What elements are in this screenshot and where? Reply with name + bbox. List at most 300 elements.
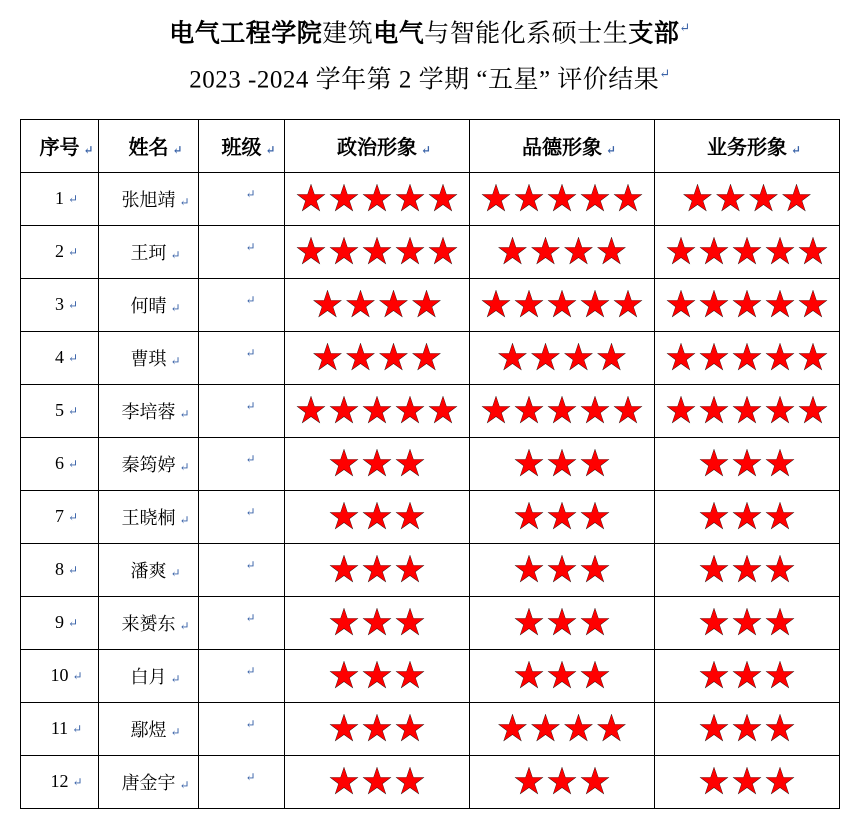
star-icon: [765, 555, 795, 585]
cell-serial-number: [21, 702, 99, 755]
star-icon: [379, 343, 409, 373]
cell-student-name: [99, 702, 199, 755]
table-row: [21, 543, 840, 596]
star-rating: [470, 650, 654, 702]
cell-professional-image: [655, 490, 840, 543]
star-icon: [498, 343, 528, 373]
star-icon: [699, 661, 729, 691]
paragraph-mark-icon: ↵: [83, 143, 94, 158]
cell-class: [199, 490, 285, 543]
cell-student-name: [99, 278, 199, 331]
star-icon: [395, 555, 425, 585]
paragraph-mark-icon: ↵: [67, 510, 78, 525]
table-row: [21, 755, 840, 808]
cell-morality-image: [470, 649, 655, 702]
cell-professional-image: [655, 596, 840, 649]
paragraph-mark-icon: ↵: [179, 512, 190, 527]
cell-professional-image: [655, 384, 840, 437]
star-icon: [666, 396, 696, 426]
table-row: [21, 225, 840, 278]
star-icon: [362, 502, 392, 532]
paragraph-mark-icon: ↵: [245, 452, 256, 467]
table-header-label: 姓名 ↵: [128, 137, 183, 160]
star-icon: [547, 449, 577, 479]
cell-morality-image: [470, 384, 655, 437]
star-icon: [580, 449, 610, 479]
star-icon: [699, 396, 729, 426]
star-icon: [699, 555, 729, 585]
cell-serial-number: [21, 755, 99, 808]
cell-student-name: [99, 172, 199, 225]
star-icon: [564, 714, 594, 744]
star-icon: [395, 661, 425, 691]
star-icon: [395, 184, 425, 214]
table-header-row: [21, 119, 840, 172]
star-icon: [666, 343, 696, 373]
cell-serial-number: [21, 649, 99, 702]
star-icon: [329, 767, 359, 797]
cell-class: [199, 331, 285, 384]
cell-student-name: [99, 490, 199, 543]
star-rating: [655, 597, 839, 649]
star-rating: [655, 173, 839, 225]
star-icon: [481, 396, 511, 426]
star-icon: [428, 184, 458, 214]
star-icon: [547, 396, 577, 426]
star-rating: [655, 438, 839, 490]
cell-morality-image: [470, 490, 655, 543]
paragraph-mark-icon: ↵: [679, 20, 691, 35]
star-icon: [732, 237, 762, 267]
cell-serial-number-text: 1 ↵: [55, 188, 78, 209]
paragraph-mark-icon: ↵: [67, 457, 78, 472]
cell-class: [199, 225, 285, 278]
cell-political-image: [285, 225, 470, 278]
star-icon: [412, 290, 442, 320]
cell-serial-number: [21, 543, 99, 596]
cell-student-name: [99, 596, 199, 649]
star-icon: [362, 449, 392, 479]
star-icon: [362, 714, 392, 744]
cell-student-name-text: 来赟东 ↵: [121, 613, 190, 634]
star-rating: [470, 279, 654, 331]
cell-serial-number-text: 3 ↵: [55, 294, 78, 315]
star-icon: [699, 767, 729, 797]
star-icon: [395, 502, 425, 532]
document-title-line-1-text: [169, 20, 679, 47]
star-rating: [470, 226, 654, 278]
cell-student-name: [99, 437, 199, 490]
star-icon: [412, 343, 442, 373]
star-icon: [765, 502, 795, 532]
paragraph-mark-icon: ↵: [245, 187, 256, 202]
paragraph-mark-icon: ↵: [172, 143, 183, 158]
paragraph-mark-icon: ↵: [245, 770, 256, 785]
star-rating: [655, 703, 839, 755]
cell-student-name: [99, 225, 199, 278]
star-rating: [655, 544, 839, 596]
table-header-cell: [199, 119, 285, 172]
table-header-cell: [655, 119, 840, 172]
cell-political-image: [285, 490, 470, 543]
star-icon: [765, 661, 795, 691]
star-icon: [514, 396, 544, 426]
cell-serial-number: [21, 278, 99, 331]
star-icon: [395, 237, 425, 267]
star-icon: [732, 661, 762, 691]
star-icon: [481, 290, 511, 320]
cell-class: [199, 172, 285, 225]
cell-political-image: [285, 649, 470, 702]
star-rating: [285, 173, 469, 225]
cell-morality-image: [470, 331, 655, 384]
star-icon: [580, 555, 610, 585]
star-icon: [428, 396, 458, 426]
star-icon: [498, 237, 528, 267]
cell-morality-image: [470, 543, 655, 596]
star-icon: [362, 767, 392, 797]
star-icon: [514, 502, 544, 532]
star-icon: [699, 608, 729, 638]
star-icon: [547, 502, 577, 532]
cell-political-image: [285, 437, 470, 490]
star-icon: [749, 184, 779, 214]
cell-political-image: [285, 596, 470, 649]
table-header-cell: [470, 119, 655, 172]
paragraph-mark-icon: ↵: [245, 717, 256, 732]
star-icon: [732, 555, 762, 585]
cell-professional-image: [655, 331, 840, 384]
star-icon: [580, 767, 610, 797]
star-icon: [765, 608, 795, 638]
star-icon: [514, 661, 544, 691]
table-row: [21, 172, 840, 225]
table-row: [21, 331, 840, 384]
cell-student-name: [99, 755, 199, 808]
cell-student-name: [99, 331, 199, 384]
star-icon: [296, 396, 326, 426]
cell-serial-number: [21, 225, 99, 278]
star-icon: [395, 608, 425, 638]
star-icon: [666, 290, 696, 320]
cell-student-name-text: 潘爽 ↵: [130, 560, 181, 581]
cell-political-image: [285, 384, 470, 437]
cell-student-name: [99, 384, 199, 437]
star-rating: [470, 544, 654, 596]
cell-professional-image: [655, 225, 840, 278]
star-icon: [597, 714, 627, 744]
star-rating: [655, 491, 839, 543]
star-icon: [362, 184, 392, 214]
cell-class: [199, 437, 285, 490]
table-header: [21, 119, 840, 172]
star-rating: [285, 756, 469, 808]
star-rating: [470, 703, 654, 755]
paragraph-mark-icon: ↵: [67, 192, 78, 207]
cell-professional-image: [655, 437, 840, 490]
cell-morality-image: [470, 437, 655, 490]
star-icon: [428, 237, 458, 267]
cell-student-name-text: 王晓桐 ↵: [121, 507, 190, 528]
paragraph-mark-icon: ↵: [72, 775, 83, 790]
star-icon: [329, 661, 359, 691]
star-icon: [732, 767, 762, 797]
paragraph-mark-icon: ↵: [170, 300, 181, 315]
star-icon: [580, 502, 610, 532]
star-icon: [547, 608, 577, 638]
paragraph-mark-icon: ↵: [179, 618, 190, 633]
cell-professional-image: [655, 649, 840, 702]
star-rating: [285, 597, 469, 649]
star-icon: [514, 449, 544, 479]
star-icon: [597, 237, 627, 267]
paragraph-mark-icon: ↵: [659, 66, 671, 82]
star-rating: [655, 279, 839, 331]
star-icon: [765, 343, 795, 373]
star-icon: [564, 237, 594, 267]
star-icon: [362, 237, 392, 267]
cell-class: [199, 543, 285, 596]
title-segment: 电气: [373, 20, 425, 48]
star-icon: [699, 714, 729, 744]
star-rating: [285, 491, 469, 543]
star-icon: [395, 449, 425, 479]
paragraph-mark-icon: ↵: [245, 399, 256, 414]
paragraph-mark-icon: ↵: [67, 616, 78, 631]
star-icon: [531, 343, 561, 373]
star-icon: [329, 555, 359, 585]
star-icon: [395, 714, 425, 744]
star-icon: [613, 396, 643, 426]
title-segment: 建筑: [322, 20, 374, 48]
star-icon: [564, 343, 594, 373]
star-icon: [362, 555, 392, 585]
cell-morality-image: [470, 702, 655, 755]
cell-serial-number-text: 2 ↵: [55, 241, 78, 262]
cell-professional-image: [655, 543, 840, 596]
star-icon: [346, 290, 376, 320]
star-icon: [547, 555, 577, 585]
star-icon: [329, 608, 359, 638]
paragraph-mark-icon: ↵: [170, 247, 181, 262]
star-icon: [379, 290, 409, 320]
star-icon: [765, 767, 795, 797]
star-icon: [732, 714, 762, 744]
star-icon: [699, 290, 729, 320]
star-icon: [732, 449, 762, 479]
table-row: [21, 649, 840, 702]
paragraph-mark-icon: ↵: [67, 245, 78, 260]
star-rating: [470, 173, 654, 225]
cell-student-name-text: 曹琪 ↵: [130, 348, 181, 369]
cell-serial-number-text: 7 ↵: [55, 506, 78, 527]
star-icon: [346, 343, 376, 373]
star-icon: [597, 343, 627, 373]
star-icon: [765, 396, 795, 426]
table-header-label: 政治形象 ↵: [337, 137, 431, 160]
star-icon: [613, 184, 643, 214]
star-rating: [285, 226, 469, 278]
star-rating: [285, 332, 469, 384]
star-icon: [498, 714, 528, 744]
title-block: [0, 0, 860, 101]
star-rating: [470, 597, 654, 649]
star-rating: [285, 438, 469, 490]
cell-student-name-text: 唐金宇 ↵: [121, 772, 190, 793]
star-rating: [285, 279, 469, 331]
paragraph-mark-icon: ↵: [170, 565, 181, 580]
cell-morality-image: [470, 596, 655, 649]
star-rating: [470, 385, 654, 437]
paragraph-mark-icon: ↵: [420, 143, 431, 158]
document-title-line-2-text: 2023 -2024 学年第 2 学期 “五星” 评价结果: [189, 66, 660, 94]
cell-serial-number: [21, 596, 99, 649]
star-icon: [329, 237, 359, 267]
cell-political-image: [285, 331, 470, 384]
star-rating: [285, 703, 469, 755]
cell-morality-image: [470, 278, 655, 331]
star-icon: [798, 343, 828, 373]
cell-serial-number: [21, 437, 99, 490]
star-icon: [580, 290, 610, 320]
star-icon: [732, 608, 762, 638]
star-rating: [655, 226, 839, 278]
cell-class: [199, 384, 285, 437]
table-header-cell: [21, 119, 99, 172]
star-icon: [580, 608, 610, 638]
paragraph-mark-icon: ↵: [67, 351, 78, 366]
star-icon: [296, 237, 326, 267]
cell-political-image: [285, 543, 470, 596]
star-icon: [329, 184, 359, 214]
paragraph-mark-icon: ↵: [605, 143, 616, 158]
cell-serial-number: [21, 172, 99, 225]
star-icon: [699, 343, 729, 373]
star-icon: [699, 449, 729, 479]
cell-student-name-text: 何晴 ↵: [130, 295, 181, 316]
cell-student-name-text: 鄢煜 ↵: [130, 719, 181, 740]
star-icon: [362, 396, 392, 426]
paragraph-mark-icon: ↵: [179, 459, 190, 474]
star-icon: [547, 767, 577, 797]
star-icon: [732, 502, 762, 532]
star-icon: [547, 184, 577, 214]
star-icon: [765, 290, 795, 320]
star-rating: [655, 332, 839, 384]
cell-morality-image: [470, 172, 655, 225]
star-icon: [329, 714, 359, 744]
star-icon: [514, 184, 544, 214]
cell-professional-image: [655, 702, 840, 755]
paragraph-mark-icon: ↵: [170, 671, 181, 686]
cell-political-image: [285, 702, 470, 755]
star-icon: [547, 290, 577, 320]
star-icon: [699, 502, 729, 532]
cell-serial-number-text: 6 ↵: [55, 453, 78, 474]
cell-political-image: [285, 172, 470, 225]
star-icon: [531, 237, 561, 267]
star-rating: [655, 756, 839, 808]
table-row: [21, 278, 840, 331]
star-icon: [514, 290, 544, 320]
star-icon: [362, 608, 392, 638]
cell-serial-number-text: 11 ↵: [50, 718, 83, 739]
paragraph-mark-icon: ↵: [245, 611, 256, 626]
star-icon: [362, 661, 392, 691]
star-icon: [514, 608, 544, 638]
table-row: [21, 702, 840, 755]
title-segment: 电气工程学院: [169, 20, 323, 48]
star-icon: [699, 237, 729, 267]
star-icon: [798, 396, 828, 426]
table-row: [21, 490, 840, 543]
star-icon: [329, 396, 359, 426]
table-row: [21, 596, 840, 649]
table-header-label: 序号 ↵: [39, 137, 94, 160]
cell-serial-number-text: 12 ↵: [50, 771, 83, 792]
cell-serial-number-text: 4 ↵: [55, 347, 78, 368]
cell-serial-number-text: 10 ↵: [50, 665, 83, 686]
cell-serial-number-text: 9 ↵: [55, 612, 78, 633]
cell-class: [199, 649, 285, 702]
star-rating: [470, 491, 654, 543]
star-rating: [470, 332, 654, 384]
table-header-label: 班级 ↵: [221, 137, 276, 160]
cell-morality-image: [470, 755, 655, 808]
star-icon: [329, 502, 359, 532]
paragraph-mark-icon: ↵: [72, 669, 83, 684]
star-icon: [613, 290, 643, 320]
cell-professional-image: [655, 278, 840, 331]
paragraph-mark-icon: ↵: [245, 505, 256, 520]
star-icon: [580, 396, 610, 426]
table-row: [21, 384, 840, 437]
table-header-label: 品德形象 ↵: [522, 137, 616, 160]
star-icon: [329, 449, 359, 479]
star-icon: [547, 661, 577, 691]
cell-serial-number: [21, 490, 99, 543]
star-rating: [285, 385, 469, 437]
paragraph-mark-icon: ↵: [245, 346, 256, 361]
document-title-line-2: [0, 54, 860, 100]
cell-serial-number: [21, 384, 99, 437]
cell-student-name-text: 李培蓉 ↵: [121, 401, 190, 422]
cell-professional-image: [655, 172, 840, 225]
star-rating: [470, 438, 654, 490]
paragraph-mark-icon: ↵: [170, 353, 181, 368]
cell-class: [199, 278, 285, 331]
title-segment: 与智能化系硕士生: [424, 20, 629, 48]
cell-morality-image: [470, 225, 655, 278]
table-header-label: 业务形象 ↵: [707, 137, 801, 160]
paragraph-mark-icon: ↵: [72, 722, 83, 737]
cell-student-name-text: 秦筠婷 ↵: [121, 454, 190, 475]
table-header-cell: [99, 119, 199, 172]
cell-political-image: [285, 755, 470, 808]
paragraph-mark-icon: ↵: [67, 404, 78, 419]
evaluation-table: [20, 119, 840, 809]
paragraph-mark-icon: ↵: [245, 664, 256, 679]
star-icon: [683, 184, 713, 214]
paragraph-mark-icon: ↵: [179, 406, 190, 421]
star-icon: [514, 555, 544, 585]
title-segment: 支部: [628, 20, 680, 48]
star-icon: [798, 237, 828, 267]
paragraph-mark-icon: ↵: [179, 777, 190, 792]
cell-serial-number-text: 5 ↵: [55, 400, 78, 421]
cell-student-name-text: 王珂 ↵: [130, 242, 181, 263]
star-icon: [798, 290, 828, 320]
